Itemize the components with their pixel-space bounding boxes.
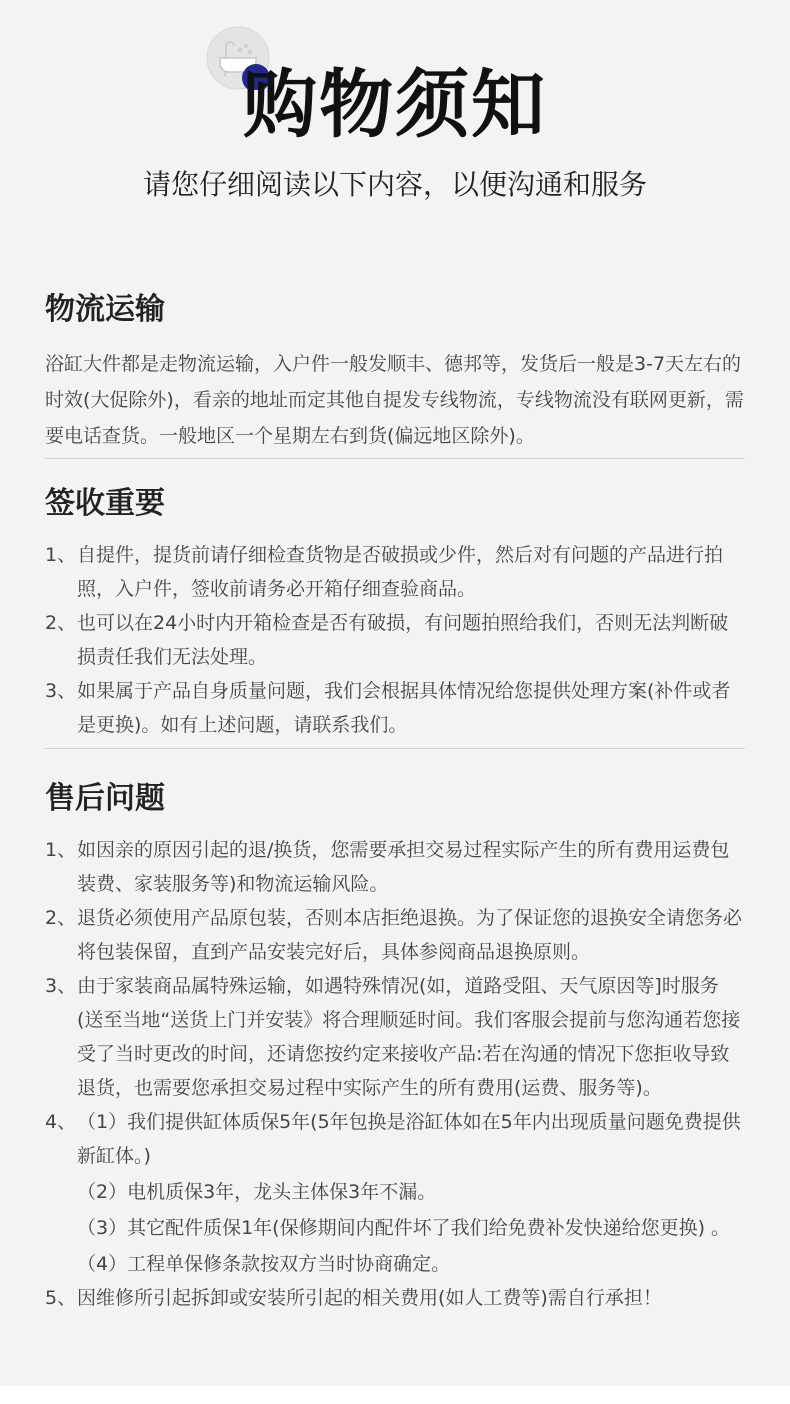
warranty-sub-item	[45, 1211, 745, 1245]
list-item	[45, 833, 745, 901]
warranty-sub-item	[45, 1247, 745, 1281]
item-number: 1、	[45, 839, 77, 861]
list-item	[45, 674, 745, 742]
after-sales-title: 售后问题	[45, 781, 165, 816]
sub-item-number: （3）	[77, 1217, 128, 1239]
signing-title: 签收重要	[45, 486, 165, 521]
item-number: 4、	[45, 1111, 77, 1133]
page-subtitle: 请您仔细阅读以下内容，以便沟通和服务	[142, 168, 647, 201]
logistics-section	[45, 292, 745, 454]
item-number: 3、	[45, 975, 77, 997]
item-text: 自提件，提货前请仔细检查货物是否破损或少件，然后对有问题的产品进行拍照，入户件，签收前请务必开箱仔细查验商品。	[77, 544, 724, 600]
warranty-sub-item	[45, 1175, 745, 1209]
item-number: 2、	[45, 907, 77, 929]
section-divider	[45, 458, 745, 459]
list-item	[45, 901, 745, 969]
item-number: 1、	[45, 544, 77, 566]
page-title: 购物须知	[243, 62, 547, 148]
item-text: 如果属于产品自身质量问题，我们会根据具体情况给您提供处理方案(补件或者是更换)。如有上述问题，请联系我们。	[77, 680, 731, 736]
logistics-text: 浴缸大件都是走物流运输，入户件一般发顺丰、德邦等，发货后一般是3-7天左右的时效(大促除外)，看亲的地址而定其他自提发专线物流，专线物流没有联网更新，需要电话查货。一般地区一个星期左右到货(偏远地区除外)。	[45, 353, 744, 447]
list-item	[45, 538, 745, 606]
item-number: 5、	[45, 1287, 77, 1309]
sub-item-text: 电机质保3年，龙头主体保3年不漏。	[127, 1181, 437, 1203]
sub-item-number: （4）	[77, 1253, 128, 1275]
sub-item-text: 工程单保修条款按双方当时协商确定。	[127, 1253, 451, 1275]
list-item	[45, 606, 745, 674]
section-divider	[45, 748, 745, 749]
item-text: 退货必须使用产品原包装，否则本店拒绝退换。为了保证您的退换安全请您务必将包装保留，直到产品安装完好后，具体参阅商品退换原则。	[77, 907, 743, 963]
signing-section	[45, 486, 745, 742]
list-item	[45, 1105, 745, 1173]
sub-item-text: 其它配件质保1年(保修期间内配件坏了我们给免费补发快递给您更换) 。	[127, 1217, 731, 1239]
list-item	[45, 969, 745, 1105]
item-number: 3、	[45, 680, 77, 702]
item-text: 因维修所引起拆卸或安装所引起的相关费用(如人工费等)需自行承担！	[77, 1287, 662, 1309]
item-number: 2、	[45, 612, 77, 634]
logistics-title: 物流运输	[45, 292, 165, 327]
after-sales-list	[45, 833, 745, 1315]
sub-item-number: （2）	[77, 1181, 128, 1203]
item-text: 如因亲的原因引起的退/换货，您需要承担交易过程实际产生的所有费用运费包装费、家装服务等)和物流运输风险。	[77, 839, 730, 895]
list-item	[45, 1281, 745, 1315]
item-text: （1）我们提供缸体质保5年(5年包换是浴缸体如在5年内出现质量问题免费提供新缸体。)	[77, 1111, 741, 1167]
signing-list	[45, 538, 745, 742]
after-sales-section	[45, 781, 745, 1315]
item-text: 由于家装商品属特殊运输，如遇特殊情况(如，道路受阻、天气原因等]时服务(送至当地“送货上门并安装》将合理顺延时间。我们客服会提前与您沟通若您接受了当时更改的时间，还请您按约定来接收产品:若在沟通的情况下您拒收导致退货，也需要您承担交易过程中实际产生的所有费用(运费、服务等)。	[77, 975, 741, 1099]
item-text: 也可以在24小时内开箱检查是否有破损，有问题拍照给我们，否则无法判断破损责任我们无法处理。	[77, 612, 729, 668]
